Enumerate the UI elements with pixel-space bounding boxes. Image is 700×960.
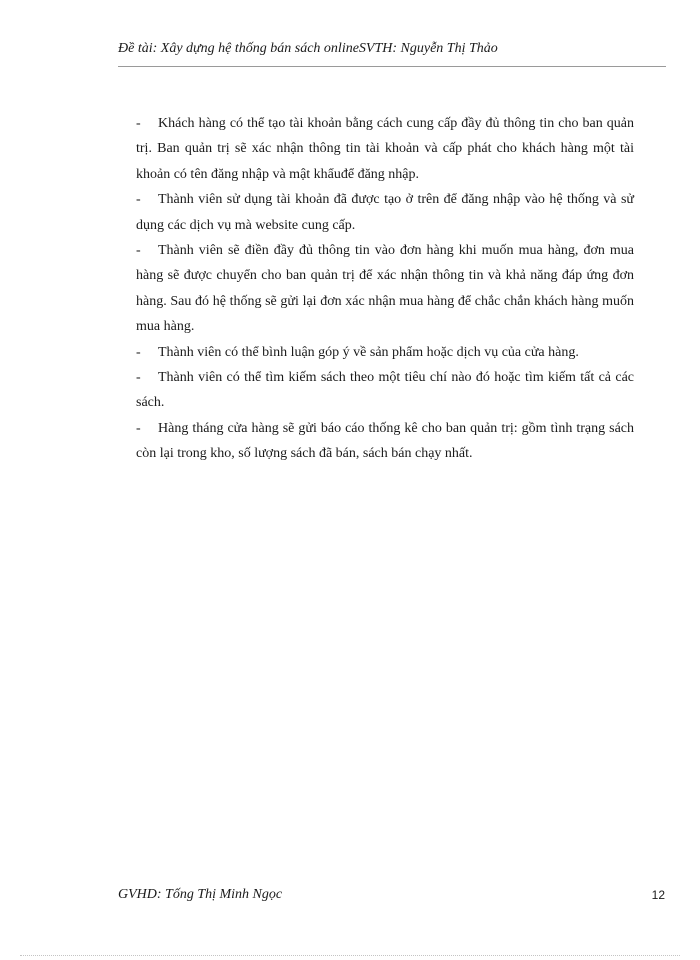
bullet-marker: - xyxy=(136,116,141,131)
paragraph-text: Hàng tháng cửa hàng sẽ gửi báo cáo thống kê cho ban quản trị: gồm tình trạng sách còn lại trong kho, số lượng sách đã bán, sách bán chạy nhất. xyxy=(136,420,634,462)
bullet-marker: - xyxy=(136,192,141,208)
bullet-paragraph xyxy=(136,340,634,365)
page-header: Đề tài: Xây dựng hệ thống bán sách onlineSVTH: Nguyễn Thị Thảo xyxy=(118,41,498,56)
header-divider xyxy=(118,66,666,67)
paragraph-text: Thành viên sẽ điền đầy đủ thông tin vào đơn hàng khi muốn mua hàng, đơn mua hàng sẽ được chuyển cho ban quản trị để xác nhận thông tin và khả năng đáp ứng đơn hàng. Sau đó hệ thống sẽ gửi lại đơn xác nhận mua hàng để chắc chắn khách hàng muốn mua hàng. xyxy=(136,243,634,335)
page-number: 12 xyxy=(651,888,665,902)
paragraph-text: Khách hàng có thể tạo tài khoản bằng cách cung cấp đầy đủ thông tin cho ban quản trị. Ban quản trị sẽ xác nhận thông tin tài khoản và cấp phát cho khách hàng một tài khoản có tên đăng nhập và mật khẩuđể đăng nhập. xyxy=(136,116,634,182)
document-body xyxy=(136,111,634,467)
bullet-marker: - xyxy=(136,344,141,360)
bullet-paragraph xyxy=(136,238,634,340)
bullet-marker: - xyxy=(136,243,141,259)
paragraph-text: Thành viên có thể tìm kiếm sách theo một tiêu chí nào đó hoặc tìm kiếm tất cả các sách. xyxy=(136,370,634,411)
bullet-marker: - xyxy=(136,420,141,436)
bullet-paragraph xyxy=(136,187,634,238)
paragraph-text: Thành viên sử dụng tài khoản đã được tạo ở trên để đăng nhập vào hệ thống và sử dụng các dịch vụ mà website cung cấp. xyxy=(136,192,634,233)
page-bottom-divider xyxy=(20,955,680,956)
bullet-marker: - xyxy=(136,370,141,386)
paragraph-text: Thành viên có thể bình luận góp ý về sản phẩm hoặc dịch vụ của cửa hàng. xyxy=(158,344,579,360)
page-footer: GVHD: Tống Thị Minh Ngọc xyxy=(118,887,283,902)
bullet-paragraph xyxy=(136,111,634,187)
bullet-paragraph xyxy=(136,365,634,416)
bullet-paragraph xyxy=(136,416,634,467)
